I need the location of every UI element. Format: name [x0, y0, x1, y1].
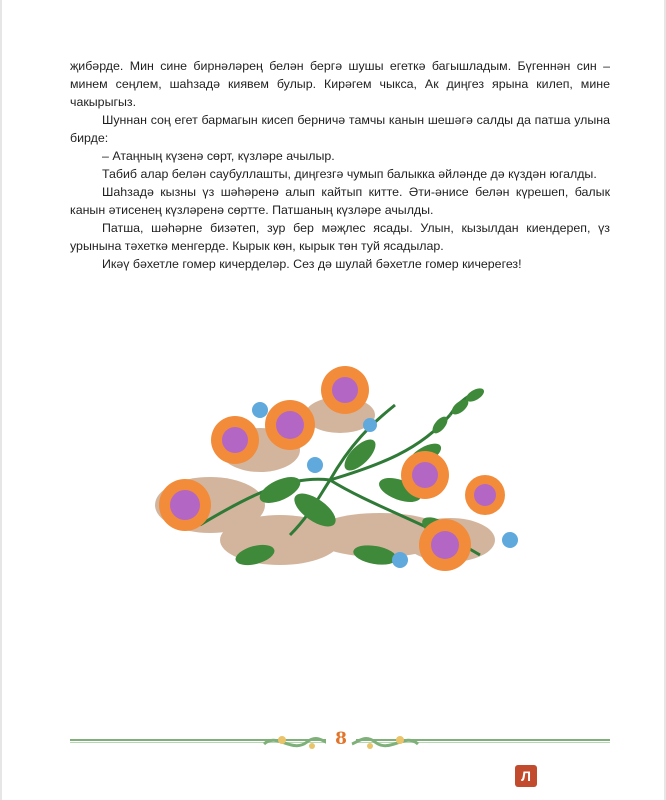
scroll-ornament-icon: [262, 730, 332, 756]
orange-flower: [419, 519, 471, 571]
orange-flower: [211, 416, 259, 464]
page-number: 8: [326, 729, 356, 749]
orange-flower: [321, 366, 369, 414]
story-text: [70, 57, 610, 273]
orange-flower: [401, 451, 449, 499]
paragraph-7: Икәү бәхетле гомер кичерделәр. Сез дә шулай бәхетле гомер кичерегез!: [102, 257, 522, 271]
page-edge-left: [0, 0, 2, 800]
publisher-logo-icon: Л: [515, 765, 537, 787]
scroll-ornament-icon: [350, 730, 420, 756]
paragraph-3: – Атаңның күзенә сөрт, күзләре ачылыр.: [102, 149, 335, 163]
orange-flower: [465, 475, 505, 515]
orange-flower: [265, 400, 315, 450]
paragraph-1: җибәрде. Мин сине бирнәләрең белән бергә шушы егеткә багышладым. Бүгеннән син – минем сеңлем, шаһзадә киявем булыр. Кирәгем чыкса, Ак диңгез ярына килеп, мине чакырыгыз.: [70, 59, 610, 109]
paragraph-5: Шаһзадә кызны үз шәһәренә алып кайтып китте. Әти-әнисе белән күрешеп, балык канын әтисенең күзләренә сөртте. Патшаның күзләре ачылды.: [70, 185, 610, 217]
paragraph-4: Табиб алар белән саубуллашты, диңгезгә чумып балыкка әйләнде дә күздән югалды.: [102, 167, 597, 181]
paragraph-2: Шуннан соң егет бармагын кисеп берничә тамчы канын шешәгә салды да патша улына бирде:: [70, 113, 610, 145]
paragraph-6: Патша, шәһәрне бизәтеп, зур бер мәҗлес ясады. Улын, кызылдан киендереп, үз урынына тәхеткә менгерде. Кырык көн, кырык төн туй ясадылар.: [70, 221, 610, 253]
floral-ornament-icon: [140, 355, 530, 600]
orange-flower: [159, 479, 211, 531]
